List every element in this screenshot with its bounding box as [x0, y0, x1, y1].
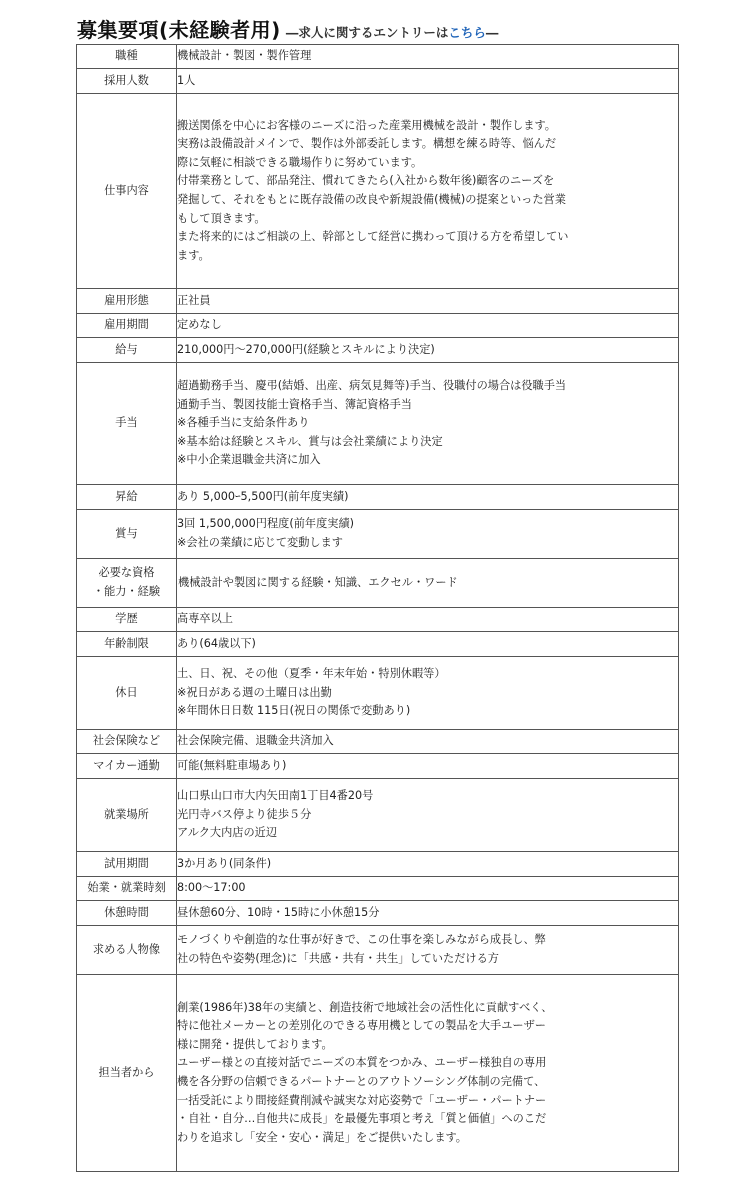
row-label-line: 学歴 [115, 612, 138, 626]
row-label [77, 657, 177, 730]
table-row [77, 559, 679, 608]
row-label-line: 休日 [115, 685, 138, 699]
row-label [77, 975, 177, 1172]
row-label-line: 社会保険など [92, 734, 161, 748]
row-value-line: ます。 [177, 248, 210, 262]
row-value-line: 一括受託により間接経費削減や誠実な対応姿勢で「ユーザー・パートナー [177, 1093, 547, 1107]
job-requirements-table [76, 44, 679, 1172]
row-label [77, 338, 177, 363]
row-value [177, 314, 679, 338]
row-label [77, 877, 177, 901]
row-label-line: 手当 [115, 416, 138, 430]
table-row [77, 314, 679, 338]
table-row [77, 779, 679, 852]
row-value-line: 際に気軽に相談できる職場作りに努めています。 [177, 155, 423, 169]
row-value-line: 特に他社メーカーとの差別化のできる専用機としての製品を大手ユーザー [177, 1019, 546, 1033]
row-value [177, 975, 679, 1172]
row-value-line: 発掘して、それをもとに既存設備の改良や新規設備(機械)の提案といった営業 [177, 193, 566, 206]
row-label-line: ・能力・経験 [92, 585, 161, 598]
row-value-line: 昼休憩60分、10時・15時に小休憩15分 [177, 905, 380, 919]
row-label [77, 510, 177, 559]
row-value [177, 485, 679, 510]
table-row [77, 730, 679, 754]
row-value-line: アルク大内店の近辺 [177, 826, 278, 840]
table-row [77, 657, 679, 730]
row-label [77, 363, 177, 485]
row-value [177, 94, 679, 289]
row-value-line: 機を各分野の信頼できるパートナーとのアウトソーシング体制の完備て、 [177, 1075, 546, 1088]
row-value-line: 搬送関係を中心にお客様のニーズに沿った産業用機械を設計・製作します。 [177, 118, 556, 132]
row-label-line: 年齢制限 [104, 636, 149, 650]
row-value-line: 210,000円～270,000円(経験とスキルにより決定) [177, 342, 435, 356]
row-value-line: 3か月あり(同条件) [177, 856, 272, 870]
row-value-line: ・自社・自分…自他共に成長」を最優先事項と考え「質と価値」へのこだ [177, 1112, 547, 1126]
row-label-line: 採用人数 [104, 73, 149, 87]
row-label-line: 求める人物像 [92, 942, 161, 956]
row-value-line: 山口県山口市大内矢田南1丁目4番20号 [177, 789, 374, 803]
row-value-line: ※中小企業退職金共済に加入 [177, 453, 321, 467]
table-row [77, 289, 679, 314]
table-row [77, 45, 679, 69]
row-value-line: ※年間休日日数 115日(祝日の関係で変動あり) [177, 704, 411, 718]
table-row [77, 754, 679, 779]
row-label-line: 賞与 [115, 526, 138, 540]
row-value-line: 社の特色や姿勢(理念)に「共感・共有・共生」していただける方 [177, 952, 499, 965]
row-label-line: 就業場所 [104, 807, 149, 821]
row-value [177, 877, 679, 901]
row-value-line: 高専卒以上 [177, 612, 233, 626]
table-row [77, 901, 679, 926]
row-value-line: ※会社の業績に応じて変動します [177, 536, 343, 549]
table-row [77, 94, 679, 289]
page-title: 募集要項(未経験者用) [77, 18, 281, 42]
row-label-line: 試用期間 [104, 856, 149, 870]
row-value-line: 社会保険完備、退職金共済加入 [177, 734, 334, 748]
row-value-line: 創業(1986年)38年の実績と、創造技術で地域社会の活性化に貢献すべく、 [177, 1000, 553, 1014]
table-row [77, 363, 679, 485]
row-label-line: 仕事内容 [104, 183, 149, 197]
row-label [77, 901, 177, 926]
row-label-line: 雇用形態 [104, 293, 149, 307]
row-value [177, 901, 679, 926]
row-value-line: ※基本給は経験とスキル、賞与は会社業績により決定 [177, 434, 443, 448]
entry-prompt: ―求人に関するエントリーは [285, 25, 449, 40]
row-value [177, 363, 679, 485]
row-value [177, 289, 679, 314]
row-value [177, 559, 679, 608]
row-value [177, 926, 679, 975]
table-row [77, 338, 679, 363]
row-label-line: 担当者から [98, 1065, 155, 1079]
row-label-line: 休憩時間 [104, 905, 149, 919]
row-value-line: また将来的にはご相談の上、幹部として経営に携わって頂ける方を希望してい [177, 230, 569, 244]
row-value-line: 正社員 [177, 293, 211, 307]
row-value-line: 土、日、祝、その他（夏季・年末年始・特別休暇等） [177, 667, 446, 681]
row-value [177, 779, 679, 852]
row-label-line: 必要な資格 [98, 566, 155, 580]
row-value-line: 可能(無料駐車場あり) [177, 758, 287, 772]
row-label [77, 754, 177, 779]
row-value-line: 機械設計や製図に関する経験・知識、エクセル・ワード [178, 575, 458, 589]
row-value-line: わりを追求し「安全・安心・満足」をご提供いたします。 [177, 1130, 467, 1144]
row-value-line: 3回 1,500,000円程度(前年度実績) [177, 517, 355, 531]
row-value-line: モノづくりや創造的な仕事が好きで、この仕事を楽しみながら成長し、弊 [177, 933, 546, 947]
row-value-line: あり 5,000ｰ5,500円(前年度実績) [177, 489, 349, 503]
row-value-line: ※祝日がある週の土曜日は出勤 [177, 685, 332, 699]
row-value-line: ※各種手当に支給条件あり [177, 416, 310, 430]
row-label [77, 69, 177, 94]
table-row [77, 485, 679, 510]
table-row [77, 975, 679, 1172]
row-value [177, 338, 679, 363]
page-header [77, 14, 717, 44]
row-value-line: 定めなし [177, 318, 222, 332]
table-row [77, 608, 679, 632]
row-value [177, 657, 679, 730]
row-value-line: あり(64歳以下) [177, 636, 256, 650]
table-row [77, 877, 679, 901]
row-label-line: 雇用期間 [104, 318, 149, 332]
table-row [77, 852, 679, 877]
row-value-line: 通勤手当、製図技能士資格手当、簿記資格手当 [177, 397, 412, 411]
row-label [77, 485, 177, 510]
table-row [77, 632, 679, 657]
row-value [177, 45, 679, 69]
row-label [77, 779, 177, 852]
row-value-line: 超過勤務手当、慶弔(結婚、出産、病気見舞等)手当、役職付の場合は役職手当 [177, 379, 567, 393]
entry-link[interactable]: こちら [448, 25, 486, 40]
row-label [77, 852, 177, 877]
row-value-line: 光円寺バス停より徒歩５分 [177, 807, 312, 821]
row-value-line: 8:00～17:00 [177, 881, 246, 895]
row-label [77, 559, 177, 608]
row-label [77, 608, 177, 632]
row-label-line: 給与 [115, 342, 138, 356]
row-label [77, 45, 177, 69]
row-value [177, 69, 679, 94]
row-label [77, 730, 177, 754]
entry-suffix: ― [485, 25, 499, 40]
row-value-line: 1人 [177, 73, 196, 87]
row-value [177, 632, 679, 657]
row-value-line: 実務は設備設計メインで、製作は外部委託します。構想を練る時等、悩んだ [177, 137, 557, 151]
row-value-line: ユーザー様との直接対話でニーズの本質をつかみ、ユーザー様独自の専用 [177, 1056, 547, 1070]
table-row [77, 510, 679, 559]
row-value [177, 608, 679, 632]
row-value-line: 機械設計・製図・製作管理 [177, 49, 312, 63]
row-value-line: もして頂きます。 [177, 211, 266, 225]
row-label [77, 632, 177, 657]
table-row [77, 926, 679, 975]
row-label-line: 始業・就業時刻 [87, 881, 166, 895]
row-value-line: 付帯業務として、部品発注、慣れてきたら(入社から数年後)顧客のニーズを [177, 174, 555, 188]
row-value [177, 852, 679, 877]
row-label-line: マイカー通勤 [93, 758, 160, 772]
row-label-line: 職種 [115, 49, 138, 63]
table-row [77, 69, 679, 94]
row-label [77, 94, 177, 289]
row-value-line: 様に開発・提供しております。 [177, 1037, 333, 1051]
row-label [77, 314, 177, 338]
row-value [177, 730, 679, 754]
row-label-line: 昇給 [115, 489, 138, 503]
row-label [77, 926, 177, 975]
row-value [177, 754, 679, 779]
row-label [77, 289, 177, 314]
row-value [177, 510, 679, 559]
